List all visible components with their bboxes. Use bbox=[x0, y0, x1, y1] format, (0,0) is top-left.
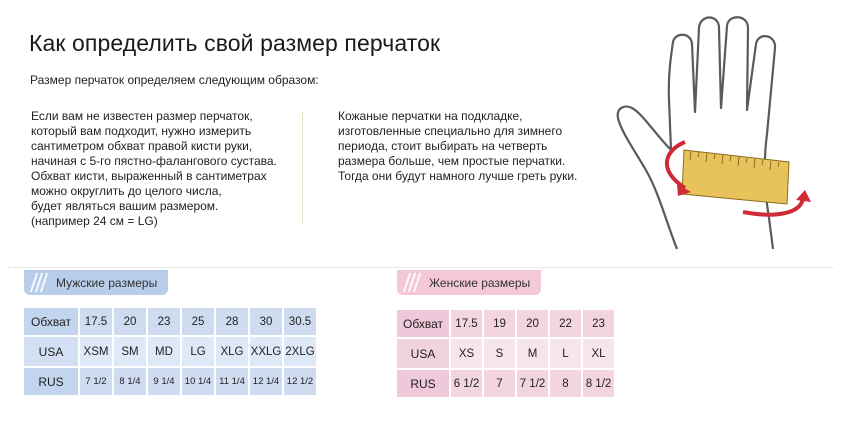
table-cell: 30.5 bbox=[284, 308, 316, 335]
table-row-girth bbox=[397, 310, 614, 337]
men-size-table bbox=[22, 306, 318, 397]
table-cell: XLG bbox=[216, 337, 248, 366]
table-row-usa bbox=[24, 337, 316, 366]
table-cell: XS bbox=[451, 339, 482, 368]
women-size-table bbox=[395, 308, 616, 399]
table-cell: 30 bbox=[250, 308, 282, 335]
row-label-girth: Обхват bbox=[24, 308, 78, 335]
row-label-rus: RUS bbox=[397, 370, 449, 397]
table-row-usa bbox=[397, 339, 614, 368]
row-label-rus: RUS bbox=[24, 368, 78, 395]
table-cell: 23 bbox=[148, 308, 180, 335]
column-divider bbox=[302, 112, 303, 224]
table-row-girth bbox=[24, 308, 316, 335]
table-row-rus bbox=[24, 368, 316, 395]
table-cell: 9 1/4 bbox=[148, 368, 180, 395]
table-cell: 7 bbox=[484, 370, 515, 397]
table-cell: 25 bbox=[182, 308, 214, 335]
stripes-icon bbox=[397, 270, 423, 295]
section-divider bbox=[8, 267, 834, 268]
intro-text: Размер перчаток определяем следующим образом: bbox=[30, 73, 319, 87]
table-cell: 8 1/4 bbox=[114, 368, 146, 395]
table-cell: M bbox=[517, 339, 548, 368]
row-label-usa: USA bbox=[24, 337, 78, 366]
table-cell: L bbox=[550, 339, 581, 368]
glove-measuring-tape-icon bbox=[615, 4, 837, 256]
measure-instructions: Если вам не известен размер перчаток, который вам подходит, нужно измерить сантиметром обхват правой кисти руки, начиная с 5-го пястно-фалангового сустава. Обхват кисти, выраженный в сантиметрах можно округлить до целого числа, будет являться вашим размером. (например 24 см = LG) bbox=[31, 109, 277, 228]
men-sizes-label: Мужские размеры bbox=[56, 275, 158, 290]
page-title: Как определить свой размер перчаток bbox=[29, 30, 441, 56]
row-label-usa: USA bbox=[397, 339, 449, 368]
table-cell: MD bbox=[148, 337, 180, 366]
table-cell: 20 bbox=[114, 308, 146, 335]
table-cell: 11 1/4 bbox=[216, 368, 248, 395]
table-cell: 19 bbox=[484, 310, 515, 337]
table-cell: 8 1/2 bbox=[583, 370, 614, 397]
stripes-icon bbox=[24, 270, 50, 295]
table-cell: 20 bbox=[517, 310, 548, 337]
row-label-girth: Обхват bbox=[397, 310, 449, 337]
women-sizes-header bbox=[397, 270, 541, 295]
table-cell: XXLG bbox=[250, 337, 282, 366]
women-sizes-label: Женские размеры bbox=[429, 275, 531, 290]
table-cell: XL bbox=[583, 339, 614, 368]
table-cell: 10 1/4 bbox=[182, 368, 214, 395]
table-cell: 23 bbox=[583, 310, 614, 337]
table-cell: 2XLG bbox=[284, 337, 316, 366]
table-cell: 28 bbox=[216, 308, 248, 335]
table-cell: 22 bbox=[550, 310, 581, 337]
table-cell: 17.5 bbox=[451, 310, 482, 337]
table-cell: 6 1/2 bbox=[451, 370, 482, 397]
table-cell: SM bbox=[114, 337, 146, 366]
table-cell: 12 1/4 bbox=[250, 368, 282, 395]
table-cell: 7 1/2 bbox=[517, 370, 548, 397]
table-cell: XSM bbox=[80, 337, 112, 366]
table-cell: LG bbox=[182, 337, 214, 366]
table-cell: S bbox=[484, 339, 515, 368]
table-cell: 7 1/2 bbox=[80, 368, 112, 395]
table-cell: 8 bbox=[550, 370, 581, 397]
table-cell: 17.5 bbox=[80, 308, 112, 335]
winter-gloves-tip: Кожаные перчатки на подкладке, изготовленные специально для зимнего периода, стоит выбирать на четверть размера больше, чем простые перчатки. Тогда они будут намного лучше греть руки. bbox=[338, 109, 578, 183]
men-sizes-header bbox=[24, 270, 168, 295]
table-row-rus bbox=[397, 370, 614, 397]
table-cell: 12 1/2 bbox=[284, 368, 316, 395]
